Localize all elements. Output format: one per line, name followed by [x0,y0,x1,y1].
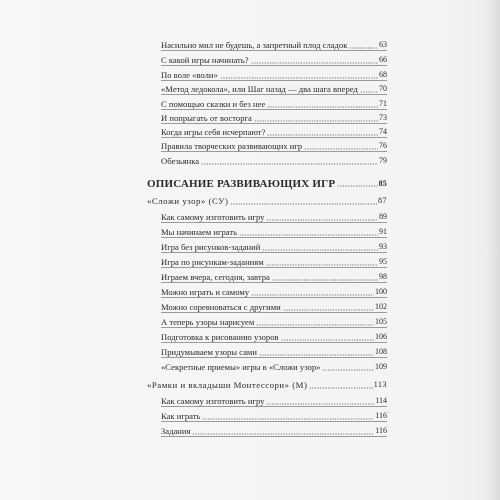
toc-entry [161,344,387,358]
toc-entry-title: По воле «воли» [161,70,218,80]
toc-entry-page: 100 [375,287,387,296]
toc-entry-title: Как самому изготовить игру [161,396,265,406]
toc-entry [161,269,387,283]
toc-entry-title: Когда игры себя исчерпают? [161,127,266,137]
toc-entry-title: А теперь узоры нарисуем [161,317,255,327]
toc-entry-title: С какой игры начинать? [161,55,249,65]
toc-entry-title: Мы начинаем играть [161,227,238,237]
dot-leader [267,128,378,136]
toc-entry [161,314,387,328]
section-page: 85 [378,179,387,188]
toc-entry [161,393,387,407]
toc-entry [161,52,387,66]
toc-entry [161,138,387,152]
group-title: «Сложи узор» (СУ) [147,196,229,206]
toc-entry-title: Игра по рисункам-заданиям [161,257,264,267]
toc-entry-page: 74 [379,127,387,136]
toc-entry-page: 73 [379,113,387,122]
toc-entry-page: 106 [375,332,387,341]
toc-group-heading [147,193,387,206]
dot-leader [201,157,378,165]
dot-leader [256,318,374,326]
dot-leader [266,213,378,221]
dot-leader [349,41,378,49]
toc-entry [161,37,387,51]
toc-entry [161,284,387,298]
toc-entry-title: Придумываем узоры сами [161,347,257,357]
toc-entry [161,124,387,138]
toc-entry-page: 116 [375,411,387,420]
toc-entry-page: 102 [375,302,387,311]
toc-entry-page: 66 [379,55,387,64]
dot-leader [266,397,374,405]
toc-entry-page: 89 [379,212,387,221]
toc-entry-page: 116 [375,426,387,435]
dot-leader [322,363,374,371]
toc-entry [161,423,387,437]
dot-leader [283,303,374,311]
toc-entry-page: 91 [379,227,387,236]
toc-entry-title: Задания [161,426,191,436]
toc-section-heading [147,173,387,189]
dot-leader [309,381,372,389]
toc-entry [161,81,387,95]
toc-entry-title: С помощью сказки и без нее [161,99,266,109]
toc-entry [161,299,387,313]
group-page: 87 [378,196,387,205]
toc-entry [161,329,387,343]
dot-leader [337,179,377,187]
toc-entry [161,110,387,124]
toc-entry [161,153,387,166]
toc-entry-page: 68 [379,70,387,79]
toc-entry-page: 109 [375,362,387,371]
dot-leader [202,412,374,420]
toc-entry-title: Можно соревноваться с другими [161,302,281,312]
toc-entry-title: Как играть [161,411,201,421]
dot-leader [239,228,378,236]
toc-entry-page: 114 [375,396,387,405]
dot-leader [267,100,378,108]
toc-entry-page: 108 [375,347,387,356]
toc-entry [161,408,387,422]
toc-entry-title: Обезьянка [161,156,200,166]
dot-leader [262,243,378,251]
toc-entry-title: Правила творческих развивающих игр [161,141,303,151]
toc-entry-page: 105 [375,317,387,326]
dot-leader [220,71,378,79]
group-page: 113 [373,380,387,389]
toc-entry [161,254,387,268]
toc-entry-title: И попрыгать от восторга [161,113,252,123]
toc-entry-title: Играем вчера, сегодня, завтра [161,272,270,282]
toc-entry-title: Как самому изготовить игру [161,212,265,222]
dot-leader [251,288,374,296]
dot-leader [281,333,374,341]
toc-entry-page: 71 [379,99,387,108]
toc-entry-page: 70 [379,84,387,93]
toc-entry-title: «Секретные приемы» игры в «Сложи узор» [161,362,321,372]
toc-entry-page: 79 [379,156,387,165]
dot-leader [254,114,378,122]
toc-entry-title: «Метод ледокола», или Шаг назад — два шага вперед [161,84,358,94]
toc-entry [161,224,387,238]
toc-entry-title: Игра без рисунков-заданий [161,242,261,252]
dot-leader [230,197,377,205]
section-title: ОПИСАНИЕ РАЗВИВАЮЩИХ ИГР [147,178,336,190]
toc-entry [161,96,387,110]
group-title: «Рамки и вкладыши Монтессори» (М) [147,380,308,390]
dot-leader [259,348,374,356]
toc-entry [161,67,387,81]
toc-entry-page: 63 [379,40,387,49]
dot-leader [192,427,374,435]
toc-entry [161,209,387,223]
toc-entry-page: 76 [379,141,387,150]
dot-leader [304,142,378,150]
toc-entry-title: Насильно мил не будешь, а запретный плод сладок [161,40,348,50]
toc-group-heading [147,377,387,390]
toc-entry-title: Можно играть и самому [161,287,250,297]
dot-leader [266,258,378,266]
toc-entry-title: Подготовка к рисованию узоров [161,332,279,342]
dot-leader [360,85,378,93]
toc-entry-page: 95 [379,257,387,266]
toc-entry [161,239,387,253]
dot-leader [251,56,378,64]
dot-leader [272,273,378,281]
toc-entry [161,359,387,372]
toc-entry-page: 98 [379,272,387,281]
toc-entry-page: 93 [379,242,387,251]
